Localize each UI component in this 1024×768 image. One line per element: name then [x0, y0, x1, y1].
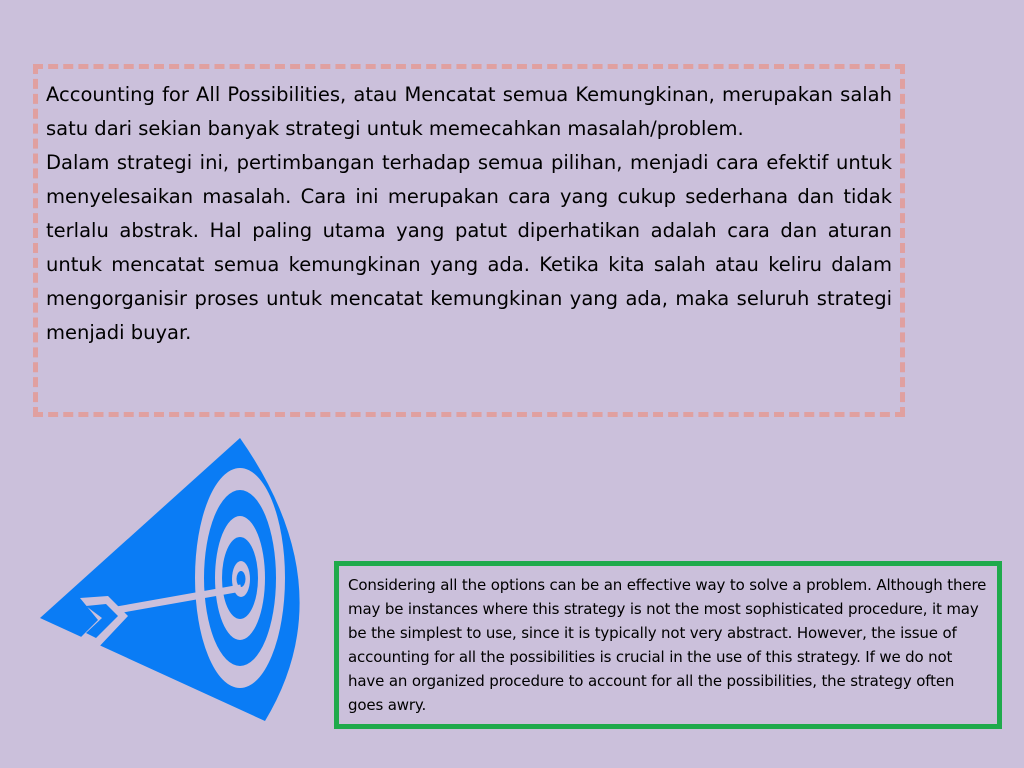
indonesian-paragraph-1: Accounting for All Possibilities, atau Mencatat semua Kemungkinan, merupakan salah satu dari sekian banyak strategi untuk memecahkan masalah/problem.: [46, 83, 892, 140]
english-paragraph: Considering all the options can be an effective way to solve a problem. Although there may be instances where this strategy is not the most sophisticated procedure, it may be the simplest to use, since it is typically not very abstract. However, the issue of accounting for all the possibilities is crucial in the use of this strategy. If we do not have an organized procedure to account for all the possibilities, the strategy often goes awry.: [348, 576, 987, 714]
indonesian-paragraph-2: Dalam strategi ini, pertimbangan terhadap semua pilihan, menjadi cara efektif untuk menyelesaikan masalah. Cara ini merupakan cara yang cukup sederhana dan tidak terlalu abstrak. Hal paling utama yang patut diperhatikan adalah cara dan aturan untuk mencatat semua kemungkinan yang ada. Ketika kita salah atau keliru dalam mengorganisir proses untuk mencatat kemungkinan yang ada, maka seluruh strategi menjadi buyar.: [46, 151, 892, 344]
target-arrow-icon: [40, 438, 310, 723]
indonesian-text-box: [33, 64, 905, 417]
english-text-box: [334, 561, 1002, 729]
target-bullseye: [237, 571, 246, 587]
